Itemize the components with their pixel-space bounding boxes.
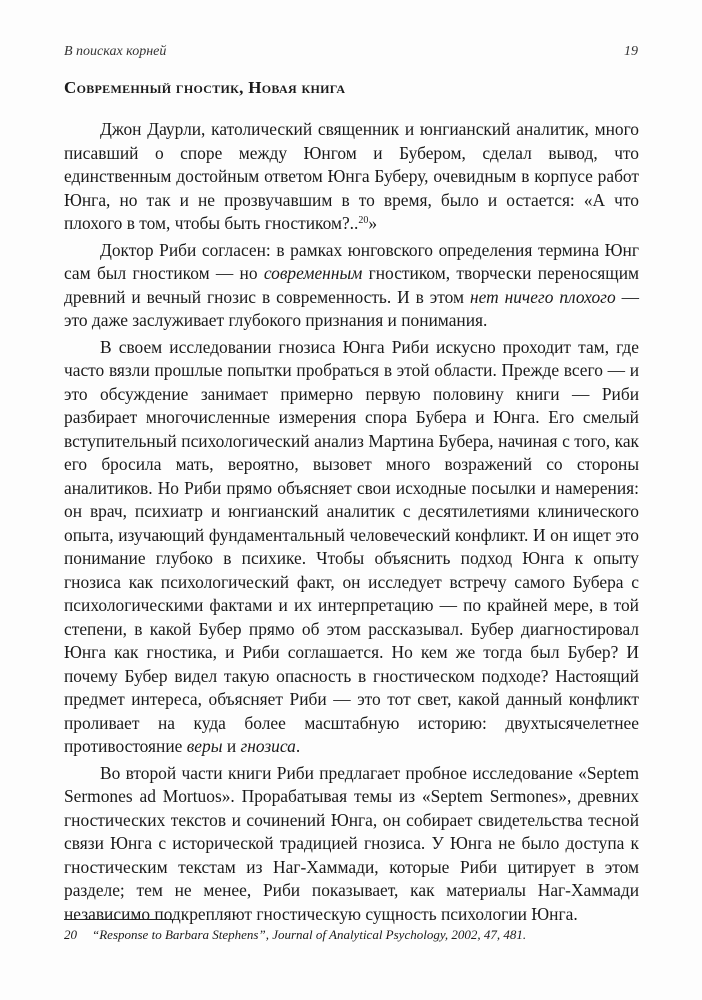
italic-run: нет ничего плохого [469, 286, 616, 307]
text-run: . [295, 736, 301, 756]
text-run: и [222, 736, 241, 756]
text-run: Джон Даурли, католический священник и юнгианский аналитик, много писавший о споре между Юнгом и Бубером, сделал вывод, что единственным достойным ответом Юнга Буберу, очевидным в корпусе работ Юнга, но так и не прозвучавшим в то время, было и остается: «А что плохого в том, чтобы быть гностиком?.. [64, 119, 639, 233]
footnote [64, 927, 526, 943]
footnote-text: “Response to Barbara Stephens”, Journal of Analytical Psychology, 2002, 47, 481. [92, 927, 527, 942]
section-title: Современный гностик, Новая книга [64, 78, 346, 97]
italic-run: современным [263, 263, 363, 283]
italic-run: гнозиса [240, 736, 296, 756]
page-number: 19 [624, 44, 638, 59]
running-head: В поисках корней [64, 44, 167, 59]
italic-run: веры [186, 736, 223, 756]
paragraph [64, 336, 639, 759]
footnote-rule [64, 919, 174, 920]
text-run: » [368, 213, 378, 233]
paragraph [64, 762, 639, 927]
text-run: Доктор Риби согласен: в рамках юнговского определения термина Юнг сам был гностиком — но [64, 239, 639, 283]
footnote-ref: 20 [358, 215, 369, 226]
text-run: гностиком, творчески переносящим древний и вечный гнозис в современность. И в этом [64, 263, 640, 307]
paragraph [64, 118, 639, 236]
text-run: В своем исследовании гнозиса Юнга Риби искусно проходит там, где часто вязли прошлые попытки пробраться в этой области. Прежде всего — и это обсуждение занимает примерно первую половину книги — Риби разбирает многочисленные измерения спора Бубера и Юнга. Его смелый вступительный психологический анализ Мартина Бубера, начиная с того, как его бросила мать, вероятно, вызовет много возражений со стороны аналитиков. Но Риби прямо объясняет свои исходные посылки и намерения: он врач, психиатр и юнгианский аналитик с десятилетиями клинического опыта, изучающий фундаментальный человеческий конфликт. И он ищет это понимание глубоко в психике. Чтобы объяснить подход Юнга к опыту гнозиса как психологический факт, он исследует встречу самого Бубера с психологическими фактами и их интерпретацию — по крайней мере, в той степени, в какой Бубер прямо об этом рассказывал. Бубер диагностировал Юнга как гностика, и Риби соглашается. Но кем же тогда был Бубер? И почему Бубер видел такую опасность в гностическом подходе? Настоящий предмет интереса, объясняет Риби — это тот свет, какой данный конфликт проливает на куда более масштабную историю: двухтысячелетнее противостояние [64, 336, 639, 756]
paragraph [64, 239, 639, 333]
text-run: — это даже заслуживает глубокого признания и понимания. [64, 286, 639, 330]
text-run: Во второй части книги Риби предлагает пробное исследование «Septem Sermones ad Mortuos». Прорабатывая темы из «Septem Sermones», древних гностических текстов и сочинений Юнга, он собирает свидетельства тесной связи Юнга с исторической традицией гнозиса. У Юнга не было доступа к гностическим текстам из Наг-Хаммади, которые Риби цитирует в этом разделе; тем не менее, Риби показывает, как материалы Наг-Хаммади независимо подкрепляют гностическую сущность психологии Юнга. [64, 762, 639, 924]
body-text [64, 118, 639, 926]
footnote-number: 20 [64, 927, 77, 942]
